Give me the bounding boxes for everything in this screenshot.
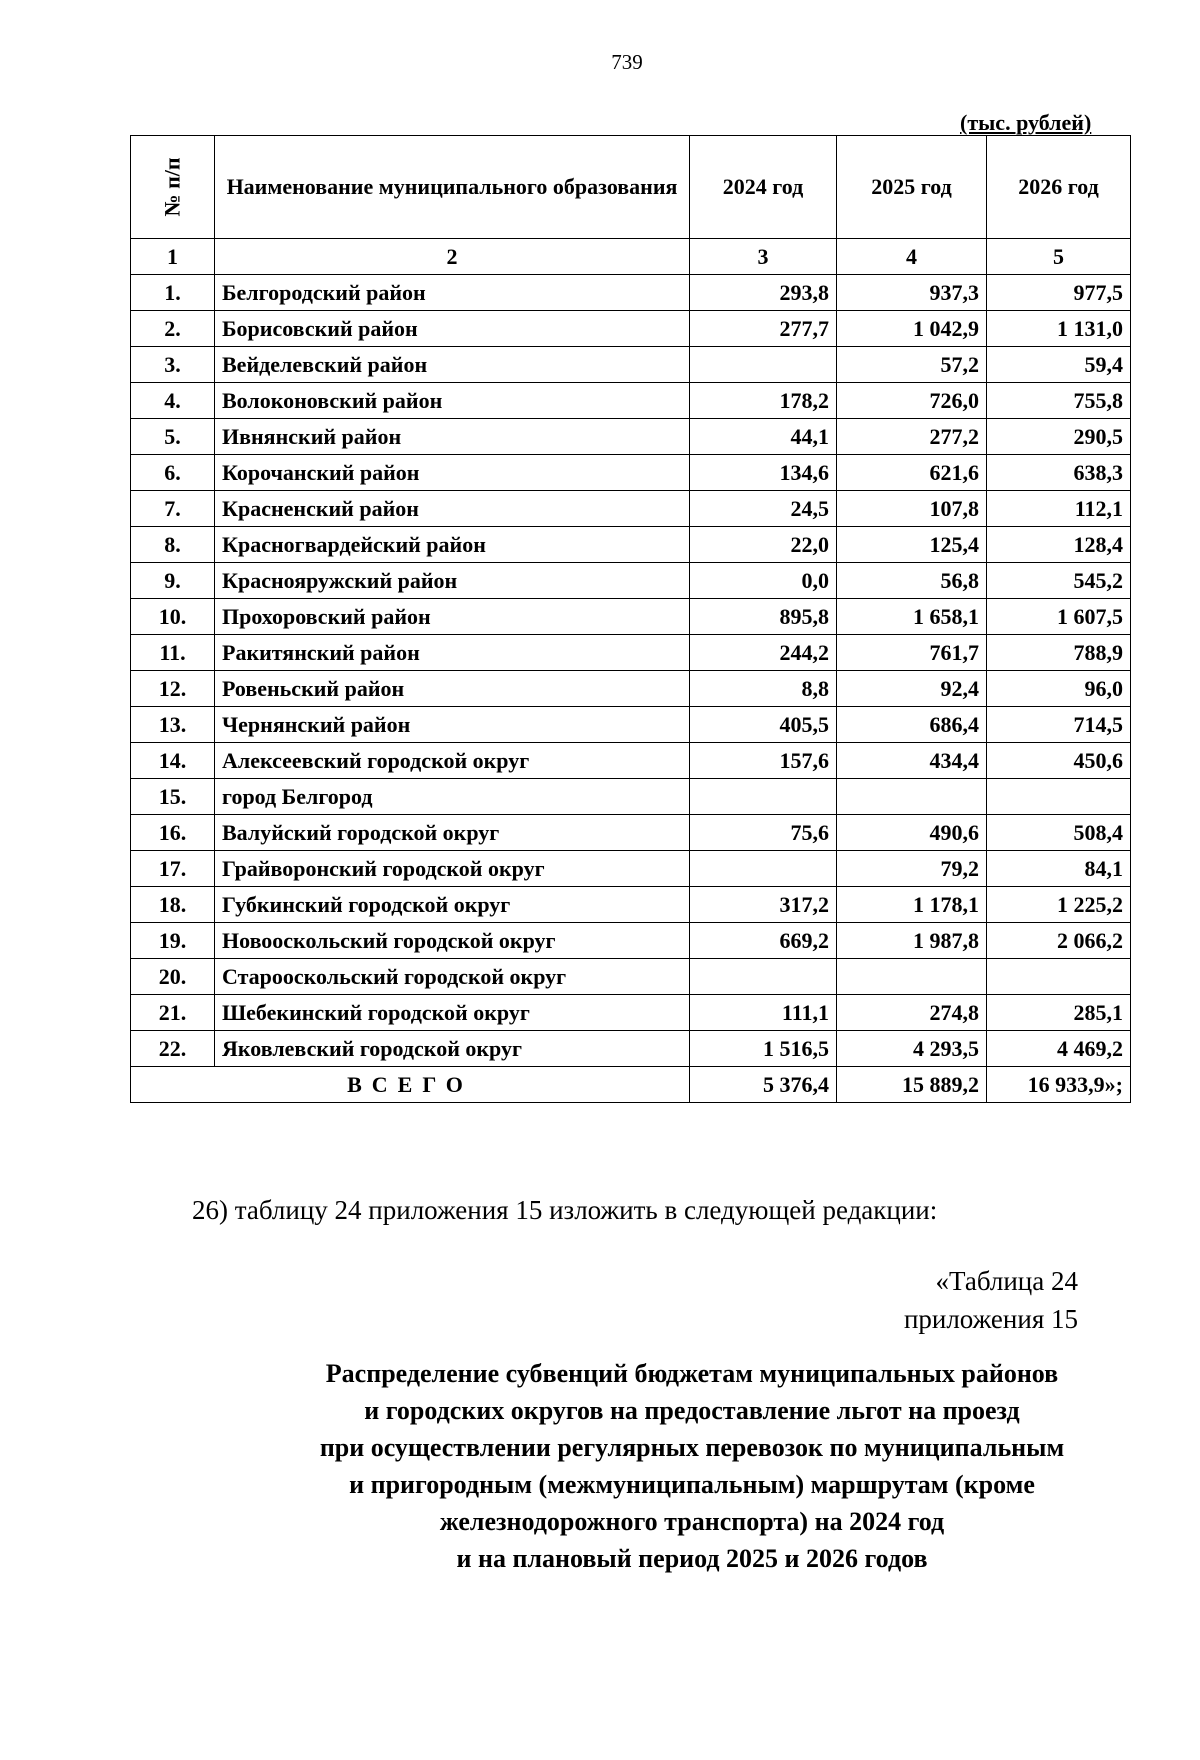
value-2025: 57,2 — [837, 347, 987, 383]
value-2024: 75,6 — [690, 815, 837, 851]
header-num — [131, 136, 215, 239]
value-2025: 1 987,8 — [837, 923, 987, 959]
value-2024: 244,2 — [690, 635, 837, 671]
instruction-text: 26) таблицу 24 приложения 15 изложить в следующей редакции: — [192, 1195, 938, 1225]
table-row — [131, 455, 1131, 491]
municipality-name: Валуйский городской округ — [215, 815, 690, 851]
value-2025: 92,4 — [837, 671, 987, 707]
value-2025: 274,8 — [837, 995, 987, 1031]
table-row — [131, 635, 1131, 671]
municipality-name: Новооскольский городской округ — [215, 923, 690, 959]
table-row — [131, 1031, 1131, 1067]
value-2025: 686,4 — [837, 707, 987, 743]
table-row — [131, 563, 1131, 599]
municipality-name: Прохоровский район — [215, 599, 690, 635]
row-number: 12. — [131, 671, 215, 707]
row-number: 10. — [131, 599, 215, 635]
value-2025: 1 178,1 — [837, 887, 987, 923]
value-2026: 290,5 — [987, 419, 1131, 455]
row-number: 1. — [131, 275, 215, 311]
value-2024: 0,0 — [690, 563, 837, 599]
value-2026 — [987, 959, 1131, 995]
value-2025: 490,6 — [837, 815, 987, 851]
value-2026: 450,6 — [987, 743, 1131, 779]
municipality-name: Грайворонский городской округ — [215, 851, 690, 887]
row-number: 20. — [131, 959, 215, 995]
value-2024: 44,1 — [690, 419, 837, 455]
value-2024: 22,0 — [690, 527, 837, 563]
table-row — [131, 815, 1131, 851]
row-number: 16. — [131, 815, 215, 851]
value-2026 — [987, 779, 1131, 815]
value-2025: 79,2 — [837, 851, 987, 887]
municipality-name: Красногвардейский район — [215, 527, 690, 563]
value-2026: 638,3 — [987, 455, 1131, 491]
municipality-name: Губкинский городской округ — [215, 887, 690, 923]
document-title — [130, 1355, 1200, 1577]
row-number: 7. — [131, 491, 215, 527]
row-number: 21. — [131, 995, 215, 1031]
table-header-row — [131, 136, 1131, 239]
value-2025: 56,8 — [837, 563, 987, 599]
value-2026: 285,1 — [987, 995, 1131, 1031]
value-2024: 178,2 — [690, 383, 837, 419]
value-2024: 111,1 — [690, 995, 837, 1031]
row-number: 15. — [131, 779, 215, 815]
table-row — [131, 887, 1131, 923]
value-2025: 434,4 — [837, 743, 987, 779]
value-2024: 1 516,5 — [690, 1031, 837, 1067]
municipality-name: Волоконовский район — [215, 383, 690, 419]
value-2025: 761,7 — [837, 635, 987, 671]
value-2024 — [690, 959, 837, 995]
value-2026: 545,2 — [987, 563, 1131, 599]
table-row — [131, 527, 1131, 563]
municipality-name: Борисовский район — [215, 311, 690, 347]
value-2026: 714,5 — [987, 707, 1131, 743]
row-number: 22. — [131, 1031, 215, 1067]
table-row — [131, 275, 1131, 311]
table-row — [131, 347, 1131, 383]
table-row — [131, 491, 1131, 527]
header-2025: 2025 год — [837, 136, 987, 239]
value-2025: 4 293,5 — [837, 1031, 987, 1067]
municipality-name: Ракитянский район — [215, 635, 690, 671]
value-2025 — [837, 779, 987, 815]
row-number: 14. — [131, 743, 215, 779]
municipality-name: Чернянский район — [215, 707, 690, 743]
value-2025: 277,2 — [837, 419, 987, 455]
value-2025: 125,4 — [837, 527, 987, 563]
row-number: 6. — [131, 455, 215, 491]
header-num-label: № п/п — [159, 157, 185, 217]
column-numbers-row — [131, 239, 1131, 275]
value-2025: 726,0 — [837, 383, 987, 419]
total-row — [131, 1067, 1131, 1103]
table-reference-line: «Таблица 24 — [935, 1266, 1078, 1296]
value-2026: 128,4 — [987, 527, 1131, 563]
table-reference — [850, 1262, 1078, 1338]
municipality-name: Краснояружский район — [215, 563, 690, 599]
value-2026: 84,1 — [987, 851, 1131, 887]
value-2024 — [690, 347, 837, 383]
row-number: 8. — [131, 527, 215, 563]
table-row — [131, 419, 1131, 455]
title-line: железнодорожного транспорта) на 2024 год — [439, 1507, 945, 1536]
value-2026: 2 066,2 — [987, 923, 1131, 959]
row-number: 13. — [131, 707, 215, 743]
total-2024: 5 376,4 — [690, 1067, 837, 1103]
row-number: 2. — [131, 311, 215, 347]
value-2024: 24,5 — [690, 491, 837, 527]
table-row — [131, 599, 1131, 635]
table-row — [131, 995, 1131, 1031]
municipality-name: Старооскольский городской округ — [215, 959, 690, 995]
value-2026: 755,8 — [987, 383, 1131, 419]
value-2024: 317,2 — [690, 887, 837, 923]
value-2025: 1 042,9 — [837, 311, 987, 347]
value-2026: 59,4 — [987, 347, 1131, 383]
value-2026: 112,1 — [987, 491, 1131, 527]
units-label: (тыс. рублей) — [960, 110, 1092, 135]
table-row — [131, 779, 1131, 815]
header-name: Наименование муниципального образования — [215, 136, 690, 239]
column-number: 3 — [690, 239, 837, 275]
column-number: 1 — [131, 239, 215, 275]
municipality-name: город Белгород — [215, 779, 690, 815]
value-2024 — [690, 851, 837, 887]
value-2024: 669,2 — [690, 923, 837, 959]
header-2024: 2024 год — [690, 136, 837, 239]
value-2026: 508,4 — [987, 815, 1131, 851]
total-2025: 15 889,2 — [837, 1067, 987, 1103]
value-2024: 293,8 — [690, 275, 837, 311]
table-row — [131, 923, 1131, 959]
row-number: 3. — [131, 347, 215, 383]
table-row — [131, 671, 1131, 707]
table-reference-line: приложения 15 — [903, 1304, 1078, 1334]
row-number: 17. — [131, 851, 215, 887]
row-number: 18. — [131, 887, 215, 923]
table-row — [131, 743, 1131, 779]
municipality-name: Алексеевский городской округ — [215, 743, 690, 779]
value-2025 — [837, 959, 987, 995]
value-2025: 621,6 — [837, 455, 987, 491]
table-row — [131, 707, 1131, 743]
column-number: 2 — [215, 239, 690, 275]
municipality-name: Ровеньский район — [215, 671, 690, 707]
title-line: и городских округов на предоставление льгот на проезд — [364, 1396, 1020, 1425]
municipality-name: Белгородский район — [215, 275, 690, 311]
total-label: ВСЕГО — [131, 1067, 690, 1103]
page-number: 739 — [611, 50, 643, 74]
row-number: 11. — [131, 635, 215, 671]
municipality-name: Яковлевский городской округ — [215, 1031, 690, 1067]
value-2026: 1 225,2 — [987, 887, 1131, 923]
column-number: 5 — [987, 239, 1131, 275]
value-2024: 277,7 — [690, 311, 837, 347]
value-2026: 4 469,2 — [987, 1031, 1131, 1067]
municipality-name: Красненский район — [215, 491, 690, 527]
title-line: Распределение субвенций бюджетам муниципальных районов — [325, 1359, 1059, 1388]
total-2026: 16 933,9»; — [987, 1067, 1131, 1103]
value-2026: 1 131,0 — [987, 311, 1131, 347]
value-2024: 134,6 — [690, 455, 837, 491]
column-number: 4 — [837, 239, 987, 275]
row-number: 4. — [131, 383, 215, 419]
table-row — [131, 959, 1131, 995]
value-2024 — [690, 779, 837, 815]
subvention-table — [130, 135, 1131, 1103]
municipality-name: Вейделевский район — [215, 347, 690, 383]
municipality-name: Корочанский район — [215, 455, 690, 491]
row-number: 9. — [131, 563, 215, 599]
table-row — [131, 383, 1131, 419]
value-2026: 1 607,5 — [987, 599, 1131, 635]
value-2025: 937,3 — [837, 275, 987, 311]
title-line: и на плановый период 2025 и 2026 годов — [456, 1544, 928, 1573]
value-2026: 788,9 — [987, 635, 1131, 671]
table-row — [131, 311, 1131, 347]
title-line: и пригородным (межмуниципальным) маршрутам (кроме — [349, 1470, 1035, 1499]
value-2025: 107,8 — [837, 491, 987, 527]
municipality-name: Шебекинский городской округ — [215, 995, 690, 1031]
header-2026: 2026 год — [987, 136, 1131, 239]
value-2024: 8,8 — [690, 671, 837, 707]
row-number: 5. — [131, 419, 215, 455]
value-2026: 977,5 — [987, 275, 1131, 311]
row-number: 19. — [131, 923, 215, 959]
value-2026: 96,0 — [987, 671, 1131, 707]
table-row — [131, 851, 1131, 887]
value-2024: 405,5 — [690, 707, 837, 743]
title-line: при осуществлении регулярных перевозок по муниципальным — [319, 1433, 1065, 1462]
value-2024: 895,8 — [690, 599, 837, 635]
value-2025: 1 658,1 — [837, 599, 987, 635]
value-2024: 157,6 — [690, 743, 837, 779]
municipality-name: Ивнянский район — [215, 419, 690, 455]
